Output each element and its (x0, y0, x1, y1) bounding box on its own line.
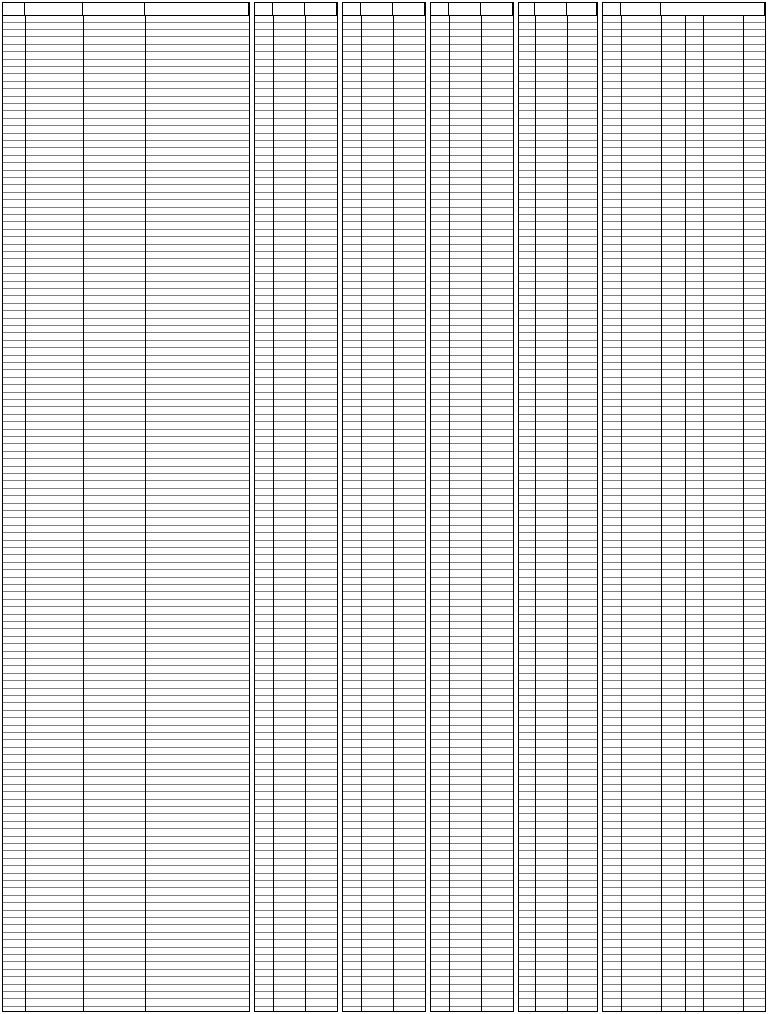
header-cell (255, 3, 273, 15)
table-block-4 (430, 2, 514, 1012)
header-cell (3, 3, 25, 15)
table-rows (3, 15, 249, 1011)
table-block-5 (518, 2, 598, 1012)
table-rows (603, 15, 765, 1011)
header-cell (603, 3, 621, 15)
header-cell (361, 3, 393, 15)
header-cell (343, 3, 361, 15)
header-cell (25, 3, 83, 15)
table-block-2 (254, 2, 338, 1012)
table-block-6 (602, 2, 766, 1012)
header-cell (431, 3, 449, 15)
header-cell (661, 3, 765, 15)
header-cell (393, 3, 425, 15)
header-cell (567, 3, 597, 15)
header-cell (535, 3, 567, 15)
table-rows (343, 15, 425, 1011)
header-cell (621, 3, 661, 15)
header-cell (519, 3, 535, 15)
header-cell (273, 3, 305, 15)
table-rows (255, 15, 337, 1011)
header-cell (145, 3, 249, 15)
table-rows (431, 15, 513, 1011)
header-cell (305, 3, 337, 15)
table-block-3 (342, 2, 426, 1012)
table-block-1 (2, 2, 250, 1012)
table-rows (519, 15, 597, 1011)
header-cell (83, 3, 145, 15)
register-table (2, 2, 766, 1012)
header-cell (481, 3, 513, 15)
header-cell (449, 3, 481, 15)
